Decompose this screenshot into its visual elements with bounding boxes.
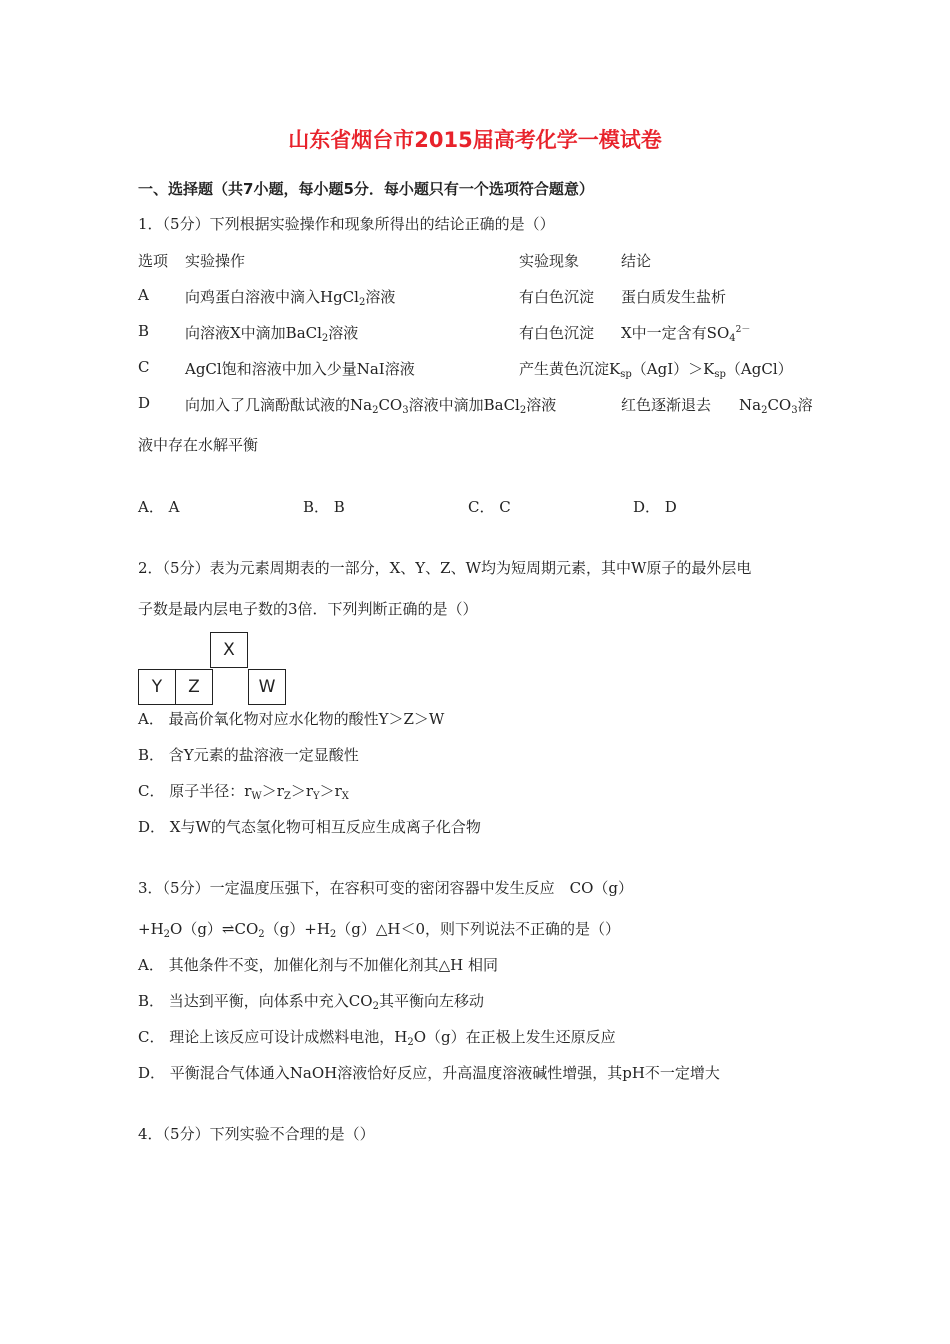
table-row-phenomenon: 红色逐渐退去 — [621, 396, 712, 414]
table-row-conclusion: $Na_2CO_3$溶 — [739, 396, 813, 416]
table-row-label: C — [138, 358, 150, 376]
q3-option-a: A． 其他条件不变，加催化剂与不加催化剂其△H 相同 — [138, 956, 498, 974]
page-title: 山东省烟台市2015届高考化学一模试卷 — [288, 128, 662, 152]
table-row-operation: 向加入了几滴酚酞试液的$Na_2CO_3$溶液中滴加BaCl$_2$溶液 — [185, 396, 557, 416]
table-row-operation: AgCl饱和溶液中加入少量NaI溶液 — [185, 360, 415, 378]
question-2-stem-line1: 2．（5分）表为元素周期表的一部分，X、Y、Z、W均为短周期元素，其中W原子的最外层电 — [138, 559, 752, 577]
table-row-label: A — [138, 286, 149, 304]
periodic-cell-w: W — [248, 669, 286, 705]
table-header-phenomenon: 实验现象 — [519, 252, 580, 270]
table-header-option: 选项 — [138, 252, 169, 270]
section-heading: 一、选择题（共7小题，每小题5分．每小题只有一个选项符合题意） — [138, 180, 594, 198]
question-4-stem: 4．（5分）下列实验不合理的是（） — [138, 1125, 375, 1143]
question-3-stem-line2: $+H_2O(g)\rightleftharpoons CO_2(g)+H_2(g)\triangle H<0$，则下列说法不正确的是（） — [138, 920, 621, 940]
table-row-operation: 向鸡蛋白溶液中滴入HgCl$_2$溶液 — [185, 288, 396, 308]
table-header-operation: 实验操作 — [185, 252, 246, 270]
table-row-label: B — [138, 322, 150, 340]
table-header-conclusion: 结论 — [621, 252, 652, 270]
question-2-stem-line2: 子数是最内层电子数的3倍．下列判断正确的是（） — [138, 600, 478, 618]
choice-b: B． B — [303, 498, 345, 516]
table-row-label: D — [138, 394, 151, 412]
choice-d: D． D — [633, 498, 677, 516]
table-row-operation: 向溶液X中滴加BaCl$_2$溶液 — [185, 324, 359, 344]
periodic-cell-empty — [212, 669, 250, 705]
q2-option-c: C． 原子半径：$r_W>r_Z>r_Y>r_X$ — [138, 782, 349, 802]
question-1-stem: 1．（5分）下列根据实验操作和现象所得出的结论正确的是（） — [138, 215, 555, 233]
table-row-conclusion: X中一定含有$SO_4^{2-}$ — [621, 324, 751, 344]
periodic-cell-y: Y — [138, 669, 176, 705]
choice-c: C． C — [468, 498, 511, 516]
periodic-cell-x: X — [210, 632, 248, 668]
periodic-cell-z: Z — [175, 669, 213, 705]
table-row-phenomenon: 有白色沉淀 — [519, 324, 595, 342]
table-row-conclusion-wrap: 液中存在水解平衡 — [138, 436, 259, 454]
table-row-conclusion: 蛋白质发生盐析 — [621, 288, 727, 306]
question-3-stem-line1: 3．（5分）一定温度压强下，在容积可变的密闭容器中发生反应 CO（g） — [138, 879, 633, 897]
q3-option-b: B． 当达到平衡，向体系中充入$CO_2$其平衡向左移动 — [138, 992, 484, 1012]
table-row-phenomenon-conclusion: 产生黄色沉淀$K_{sp}(AgI)>K_{sp}(AgCl)$ — [519, 360, 793, 380]
q3-option-d: D． 平衡混合气体通入NaOH溶液恰好反应，升高温度溶液碱性增强，其pH不一定增大 — [138, 1064, 720, 1082]
table-row-phenomenon: 有白色沉淀 — [519, 288, 595, 306]
q3-option-c: C． 理论上该反应可设计成燃料电池，$H_2O(g)$在正极上发生还原反应 — [138, 1028, 616, 1048]
q2-option-b: B． 含Y元素的盐溶液一定显酸性 — [138, 746, 359, 764]
q2-option-a: A． 最高价氧化物对应水化物的酸性Y＞Z＞W — [138, 710, 445, 728]
choice-a: A． A — [138, 498, 180, 516]
q2-option-d: D． X与W的气态氢化物可相互反应生成离子化合物 — [138, 818, 481, 836]
